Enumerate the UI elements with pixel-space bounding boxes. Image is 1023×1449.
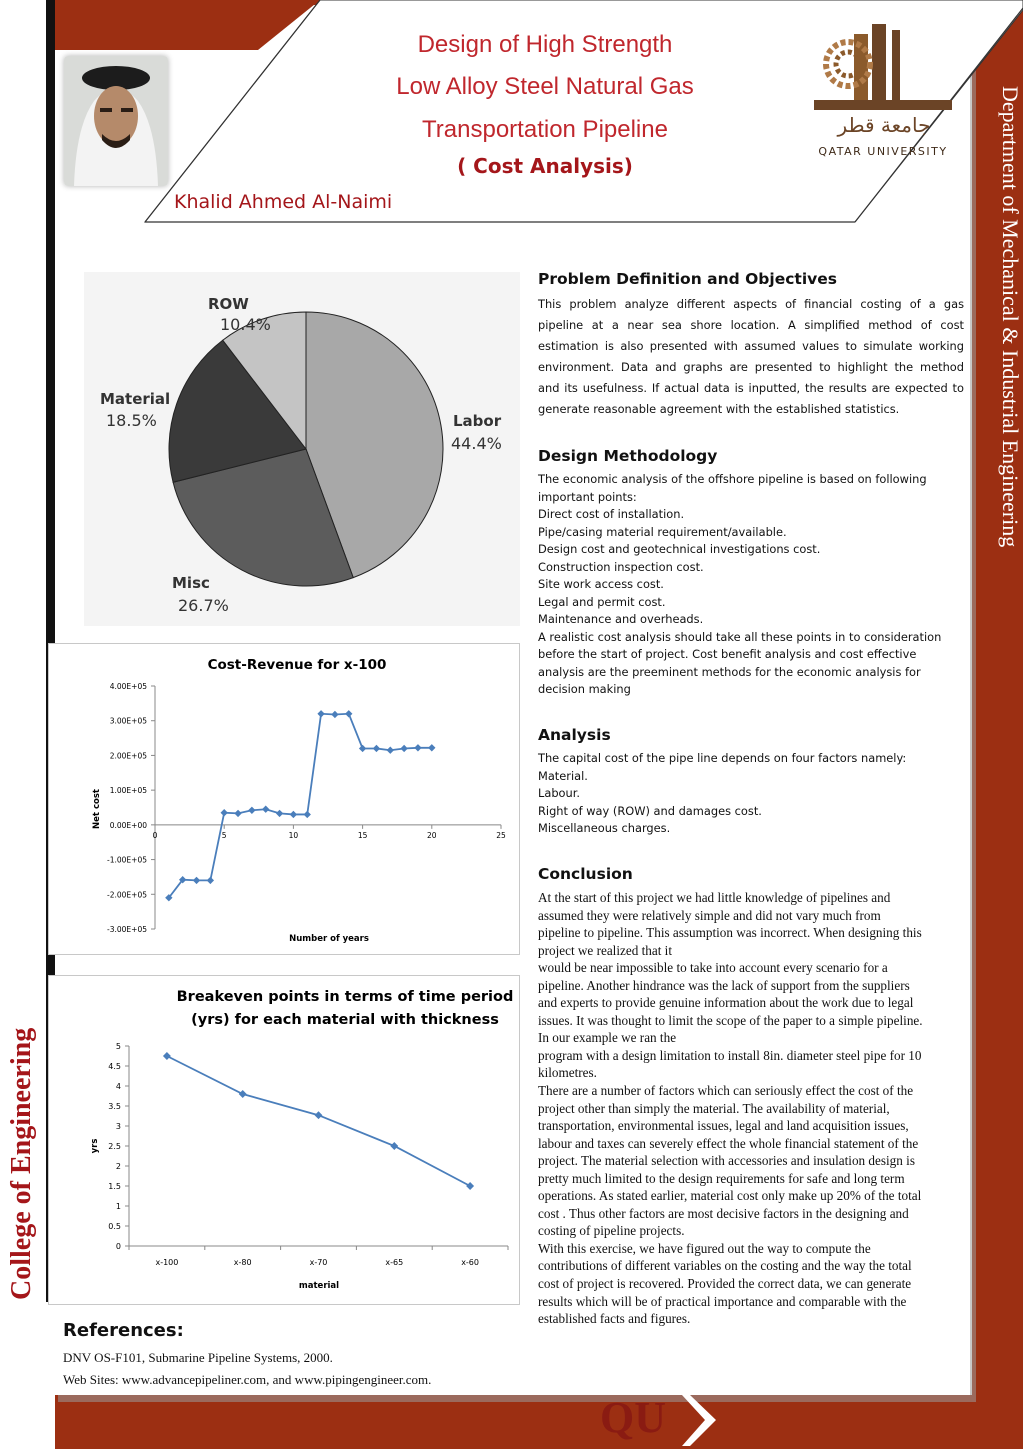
text-line: The economic analysis of the offshore pipeline is based on following <box>538 472 927 486</box>
author-name: Khalid Ahmed Al-Naimi <box>174 191 393 213</box>
poster-title-line-3: Transportation Pipeline <box>422 116 668 143</box>
cost-data-point <box>276 810 283 817</box>
be-y-tick-label: 4 <box>115 1082 121 1091</box>
pie-chart-cost-breakdown <box>84 272 520 626</box>
conclusion-heading: Conclusion <box>538 865 633 883</box>
cost-data-point <box>193 877 200 884</box>
be-y-tick-label: 0.5 <box>108 1222 121 1231</box>
text-line: issues. It was thought to limit the scope of the paper to a simple pipeline. <box>538 1012 923 1028</box>
be-series-line <box>167 1056 470 1186</box>
cost-data-point <box>304 811 311 818</box>
text-line: kilometres. <box>538 1065 597 1081</box>
text-line: pipeline. Another hindrance was the lack of support from the suppliers <box>538 977 910 993</box>
text-line: A realistic cost analysis should take all these points in to consideration <box>538 629 942 644</box>
text-line: Labour. <box>538 786 581 800</box>
text-line: environment. Data and graphs are presented to highlight the method <box>538 360 964 374</box>
pie-label-row: ROW <box>208 295 249 313</box>
be-data-point <box>163 1052 171 1060</box>
be-y-tick-label: 3.5 <box>108 1102 121 1111</box>
department-label: Department of Mechanical & Industrial Engineering <box>998 86 1023 548</box>
text-line: transportation, environmental issues, legal and land acquisition issues, <box>538 1118 909 1134</box>
cost-series-line <box>169 714 432 898</box>
cost-data-point <box>428 744 435 751</box>
bottom-white-strip <box>0 1395 55 1449</box>
text-line: pipeline to pipeline. This assumption was incorrect. When designing this <box>538 925 922 941</box>
methodology-body <box>538 471 964 699</box>
cost-data-point <box>262 806 269 813</box>
be-y-tick-label: 4.5 <box>108 1062 121 1071</box>
text-line: project. The material selection with accessories and insulation design is <box>538 1153 915 1169</box>
text-line: Miscellaneous charges. <box>538 821 671 835</box>
pie-label-material: Material <box>100 390 171 408</box>
be-y-tick-label: 2.5 <box>108 1142 121 1151</box>
cost-y-tick-label: 2.00E+05 <box>109 751 147 761</box>
reference-item: Web Sites: www.advancepipeliner.com, and www.pipingengineer.com. <box>63 1372 432 1387</box>
text-line: and its usefulness. If actual data is inputted, the results are expected to <box>538 381 964 395</box>
text-line: Material. <box>538 768 588 783</box>
cost-y-tick-label: 0.00E+00 <box>109 820 147 830</box>
be-y-tick-label: 0 <box>115 1242 121 1251</box>
text-line: The capital cost of the pipe line depends on four factors namely: <box>538 751 907 765</box>
problem-heading: Problem Definition and Objectives <box>538 270 837 288</box>
text-line: contributions of different variables on the costing and the way the total <box>538 1258 912 1274</box>
breakeven-ylabel: yrs <box>90 1138 100 1154</box>
text-line: results which will be of practical importance and comparable with the <box>538 1293 907 1309</box>
be-data-point <box>315 1111 323 1119</box>
references-heading: References: <box>63 1320 184 1341</box>
breakeven-title-line-2: (yrs) for each material with thickness <box>191 1012 499 1028</box>
text-line: In our example we ran the <box>538 1030 677 1046</box>
be-data-point <box>390 1142 398 1150</box>
text-line: project other than simply the material. The availability of material, <box>538 1100 890 1116</box>
be-y-tick-label: 5 <box>115 1042 121 1051</box>
text-line: Legal and permit cost. <box>538 594 666 609</box>
cost-y-tick-label: 1.00E+05 <box>109 786 147 796</box>
pie-label-misc: Misc <box>172 574 210 592</box>
cost-data-point <box>345 710 352 717</box>
text-line: would be near impossible to take into account every scenario for a <box>538 960 888 976</box>
be-y-tick-label: 1 <box>115 1202 121 1211</box>
cost-chart-xlabel: Number of years <box>289 934 369 944</box>
text-line: cost of project is recovered. Provided the correct data, we can generate <box>538 1276 912 1292</box>
pie-label-labor: Labor <box>453 412 502 430</box>
pie-pct-material: 18.5% <box>106 411 157 430</box>
cost-data-point <box>387 747 394 754</box>
be-y-tick-label: 3 <box>115 1122 121 1131</box>
poster-subtitle: ( Cost Analysis) <box>457 154 633 178</box>
text-line: program with a design limitation to install 8in. diameter steel pipe for 10 <box>538 1047 922 1063</box>
text-line: Design cost and geotechnical investigations cost. <box>538 542 821 556</box>
breakeven-chart <box>48 975 520 1305</box>
cost-data-point <box>290 811 297 818</box>
qu-badge: QU <box>600 1393 666 1442</box>
text-line: operations. As stated earlier, material cost only make up 20% of the total <box>538 1188 922 1204</box>
be-y-tick-label: 2 <box>115 1162 121 1171</box>
be-x-tick-label: x-80 <box>233 1258 252 1267</box>
be-x-tick-label: x-100 <box>155 1258 179 1267</box>
cost-y-tick-label: -1.00E+05 <box>107 855 147 865</box>
text-line: labour and taxes can severely effect the whole financial statement of the <box>538 1135 919 1151</box>
text-line: important points: <box>538 489 637 504</box>
text-line: Site work access cost. <box>538 577 664 591</box>
cost-y-tick-label: 3.00E+05 <box>109 716 147 726</box>
reference-item: DNV OS-F101, Submarine Pipeline Systems, 2000. <box>63 1350 333 1365</box>
analysis-body <box>538 750 964 838</box>
breakeven-xlabel: material <box>298 1281 340 1291</box>
logo-english-text: QATAR UNIVERSITY <box>818 145 948 158</box>
methodology-heading: Design Methodology <box>538 447 718 465</box>
be-x-tick-label: x-60 <box>461 1258 480 1267</box>
cost-data-point <box>248 807 255 814</box>
text-line: generate reasonable agreement with the established statistics. <box>538 402 900 416</box>
text-line: costing of pipeline projects. <box>538 1223 685 1239</box>
cost-x-tick-label: 25 <box>496 830 506 840</box>
cost-x-tick-label: 0 <box>152 830 158 840</box>
cost-data-point <box>373 745 380 752</box>
cost-chart-ylabel: Net cost <box>92 789 102 829</box>
problem-body <box>538 294 964 420</box>
qatar-university-logo <box>812 24 954 112</box>
text-line: Construction inspection cost. <box>538 559 704 574</box>
cost-y-tick-label: 4.00E+05 <box>109 682 147 691</box>
text-line: Direct cost of installation. <box>538 507 685 521</box>
cost-x-tick-label: 15 <box>357 830 368 840</box>
be-x-tick-label: x-65 <box>385 1258 404 1267</box>
text-line: Pipe/casing material requirement/available. <box>538 524 787 539</box>
pie-pct-labor: 44.4% <box>451 434 502 453</box>
cost-data-point <box>207 877 214 884</box>
pie-pct-row: 10.4% <box>220 315 271 334</box>
text-line: Maintenance and overheads. <box>538 612 704 626</box>
conclusion-body <box>538 889 966 1328</box>
text-line: Right of way (ROW) and damages cost. <box>538 803 762 818</box>
be-y-tick-label: 1.5 <box>108 1182 121 1191</box>
text-line: assumed they were relatively simple and did not vary much from <box>538 907 881 923</box>
logo-arabic-text: جامعة قطر <box>837 113 931 137</box>
text-line: decision making <box>538 682 631 696</box>
cost-x-tick-label: 10 <box>288 830 299 840</box>
pie-pct-misc: 26.7% <box>178 596 229 615</box>
cost-data-point <box>234 810 241 817</box>
cost-y-tick-label: -3.00E+05 <box>107 925 147 934</box>
text-line: project we realized that it <box>538 942 673 958</box>
cost-x-tick-label: 20 <box>427 830 437 840</box>
poster-title-line-1: Design of High Strength <box>417 31 673 58</box>
be-x-tick-label: x-70 <box>309 1258 328 1267</box>
cost-data-point <box>414 744 421 751</box>
text-line: pretty much limited to the design requirements for safe and long term <box>538 1170 905 1186</box>
cost-data-point <box>221 809 228 816</box>
text-line: established facts and figures. <box>538 1311 691 1327</box>
bottom-brown-band <box>55 1395 1023 1449</box>
cost-chart-title: Cost-Revenue for x-100 <box>207 657 387 673</box>
analysis-heading: Analysis <box>538 726 611 744</box>
text-line: before the start of project. Cost benefit analysis and cost effective <box>538 647 917 661</box>
college-label: College of Engineering <box>6 1027 37 1300</box>
cost-data-point <box>317 710 324 717</box>
text-line: At the start of this project we had little knowledge of pipelines and <box>538 890 891 905</box>
cost-revenue-chart <box>48 643 520 955</box>
breakeven-title-line-1: Breakeven points in terms of time period <box>176 989 514 1005</box>
text-line: pipeline at a near sea shore location. A simplified method of cost <box>538 318 964 332</box>
cost-y-tick-label: -2.00E+05 <box>107 890 147 900</box>
text-line: This problem analyze different aspects of financial costing of a gas <box>538 297 964 311</box>
cost-data-point <box>400 745 407 752</box>
text-line: and experts to provide genuine information about the work due to legal <box>538 995 914 1011</box>
text-line: With this exercise, we have figured out the way to compute the <box>538 1240 871 1256</box>
text-line: cost . Thus other factors are most decisive factors in the designing and <box>538 1205 909 1221</box>
poster-title-line-2: Low Alloy Steel Natural Gas <box>396 73 694 100</box>
be-data-point <box>466 1182 474 1190</box>
cost-x-tick-label: 5 <box>221 830 227 840</box>
author-photo <box>64 56 168 186</box>
text-line: There are a number of factors which can seriously effect the cost of the <box>538 1083 914 1099</box>
cost-data-point <box>331 711 338 718</box>
text-line: analysis are the preeminent methods for the economic analysis for <box>538 664 921 679</box>
cost-data-point <box>359 745 366 752</box>
text-line: estimation is also presented with assumed values to simulate working <box>538 339 964 353</box>
be-data-point <box>239 1090 247 1098</box>
